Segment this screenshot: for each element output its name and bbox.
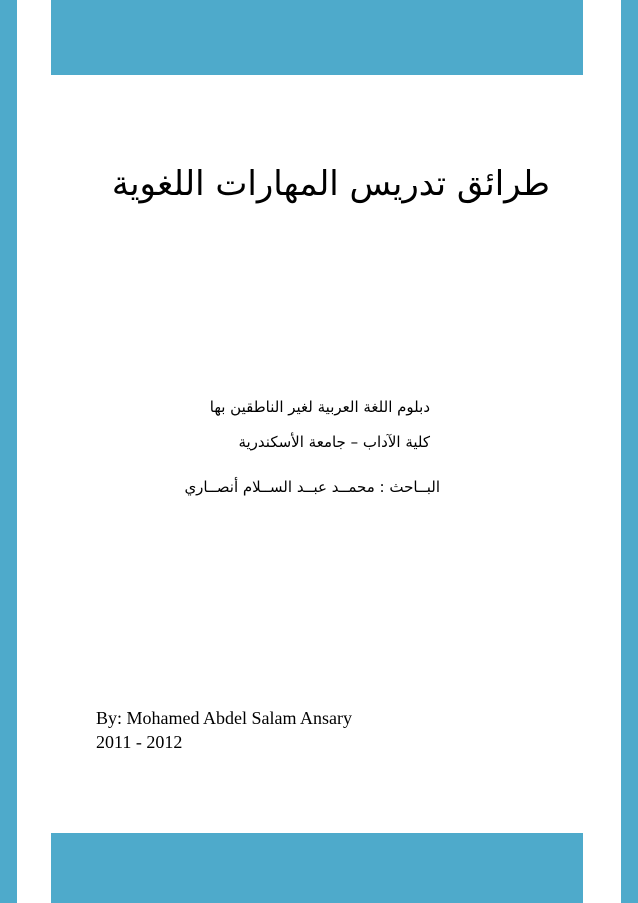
document-title: طرائق تدريس المهارات اللغوية [111, 164, 550, 204]
bottom-right-white-gap [583, 833, 621, 903]
left-border-strip [0, 0, 17, 903]
top-left-white-gap [17, 0, 51, 75]
top-header-band [0, 0, 638, 75]
top-right-white-gap [583, 0, 621, 75]
faculty-university-line: كلية الآداب – جامعة الأسكندرية [238, 433, 430, 451]
diploma-line: دبلوم اللغة العربية لغير الناطقين بها [209, 398, 430, 416]
researcher-line: البــاحث : محمــد عبــد الســلام أنصــاري [184, 478, 440, 496]
right-border-strip [621, 0, 638, 903]
author-line: By: Mohamed Abdel Salam Ansary [96, 708, 352, 728]
years-line: 2011 - 2012 [96, 732, 183, 752]
bottom-left-white-gap [17, 833, 51, 903]
bottom-footer-band [0, 833, 638, 903]
